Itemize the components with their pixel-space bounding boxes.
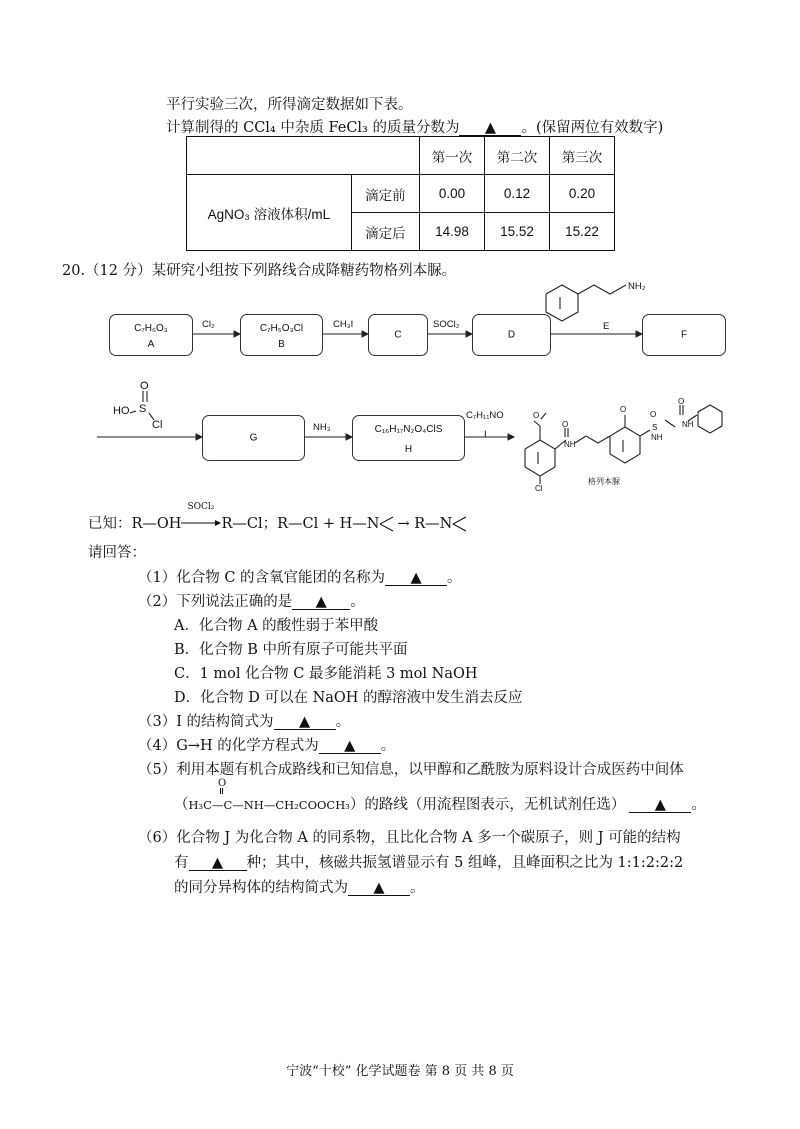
sub-question-2 — [138, 590, 365, 611]
atom-label: O — [678, 397, 685, 406]
answer-blank[interactable]: ▲ — [189, 856, 247, 871]
reaction-arrow-label: SOCl₂ — [187, 502, 215, 512]
sub-question-5-line2 — [174, 778, 706, 814]
page-footer: 宁波“十校” 化学试题卷 第 8 页 共 8 页 — [286, 1064, 514, 1079]
answer-blank[interactable]: ▲ — [319, 739, 381, 754]
table-sub-label: 滴定前 — [351, 175, 419, 213]
hydroxyl: HO — [113, 405, 130, 417]
compound-A — [109, 314, 193, 356]
table-header: 第二次 — [485, 137, 550, 175]
compound-label: H — [404, 444, 413, 455]
atom-label: NH — [682, 420, 694, 429]
table-header: 第一次 — [420, 137, 485, 175]
compound-C — [368, 314, 428, 356]
question-text: （1）化合物 C 的含氧官能团的名称为 — [138, 570, 386, 586]
table-header: 第三次 — [550, 137, 615, 175]
sub-question-6-line2 — [174, 851, 683, 872]
answer-blank[interactable]: ▲ — [385, 571, 447, 586]
carbonyl-oxygen: O — [218, 778, 227, 789]
question-text-after: 。 — [447, 570, 462, 586]
compound-label: G — [249, 432, 258, 444]
table-cell: 15.22 — [550, 213, 615, 251]
question-text: （4）G→H 的化学方程式为 — [138, 738, 319, 754]
compound-G — [202, 415, 305, 461]
table-sub-label: 滴定后 — [351, 213, 419, 251]
reagent-i: I — [484, 429, 487, 440]
product-label: 格列本脲 — [588, 477, 620, 486]
compound-F — [642, 314, 726, 356]
known-p1: R—Cl；R—Cl + H—N — [221, 516, 380, 532]
known-p2: → R—N — [397, 516, 453, 532]
sub-question-4 — [138, 734, 395, 755]
compound-D — [472, 314, 551, 356]
question-text: （2）下列说法正确的是 — [138, 594, 293, 610]
intro-line: 平行实验三次，所得滴定数据如下表。 — [166, 97, 413, 113]
answer-blank[interactable]: ▲ — [348, 881, 410, 896]
question-text: 的同分异构体的结构简式为 — [174, 880, 348, 896]
atom-label: S — [652, 423, 658, 432]
option-b[interactable]: B．化合物 B 中所有原子可能共平面 — [174, 642, 408, 658]
reaction-arrow — [181, 502, 221, 528]
question-text: （3）I 的结构简式为 — [138, 714, 274, 730]
amine-bonds-icon — [379, 515, 397, 533]
intermediate-formula: （H₃C—C—NH—CH₂COOCH₃） O — [174, 778, 365, 813]
compound-label: B — [278, 339, 285, 350]
sub-question-1 — [138, 566, 462, 587]
question-title: 20.（12 分）某研究小组按下列路线合成降糖药物格列本脲。 — [62, 263, 457, 279]
answer-blank[interactable]: ▲ — [274, 715, 336, 730]
table-cell: 15.52 — [485, 213, 550, 251]
atom-label: O — [533, 411, 540, 420]
question-text-after: 种；其中，核磁共振氢谱显示有 5 组峰，且峰面积之比为 1:1:2:2:2 — [246, 855, 684, 871]
sub-question-6: （6）化合物 J 为化合物 A 的同系物，且比化合物 A 多一个碳原子，则 J 可能的结构 — [138, 830, 681, 846]
double-bond-line — [222, 788, 224, 794]
sulfonyl-sulfur: S — [139, 403, 147, 415]
sub-question-6-line3 — [174, 876, 425, 897]
reagent-ch3i: CH₃I — [333, 319, 354, 330]
calc-text: 计算制得的 CCl₄ 中杂质 FeCl₃ 的质量分数为 — [166, 120, 460, 136]
atom-label: O — [562, 420, 569, 429]
option-c[interactable]: C．1 mol 化合物 C 最多能消耗 3 mol NaOH — [174, 666, 478, 682]
table-cell: 0.12 — [485, 175, 550, 213]
atom-label: NH — [564, 440, 576, 449]
atom-label: NH — [651, 433, 663, 442]
compound-formula: C₇H₆O₃ — [134, 323, 168, 334]
sub-question-3 — [138, 710, 350, 731]
compound-label: A — [147, 339, 155, 350]
formula-text: H₃C—C—NH—CH₂COOCH₃ — [188, 798, 350, 812]
compound-B — [240, 314, 323, 356]
sulfonyl-oxygen: O — [140, 380, 149, 392]
compound-label: F — [680, 329, 688, 341]
atom-label: O — [620, 405, 627, 414]
option-d[interactable]: D．化合物 D 可以在 NaOH 的醇溶液中发生消去反应 — [174, 690, 523, 706]
table-cell: 0.20 — [550, 175, 615, 213]
atom-label: Cl — [535, 484, 543, 493]
compound-label: D — [507, 329, 516, 341]
phenethylamine-structure — [546, 285, 626, 321]
table-cell: 0.00 — [420, 175, 485, 213]
reagent-cl2: Cl₂ — [202, 319, 215, 330]
option-a[interactable]: A．化合物 A 的酸性弱于苯甲酸 — [174, 618, 379, 634]
arrow-icon — [181, 516, 221, 530]
amine-group: NH₂ — [628, 281, 646, 292]
amine-bonds-icon — [452, 515, 470, 533]
reagent-e: E — [603, 321, 610, 332]
compound-formula: C₁₆H₁₇N₂O₄ClS — [374, 424, 443, 435]
glibenclamide-structure — [525, 405, 722, 484]
reagent-socl2: SOCl₂ — [433, 319, 460, 330]
chlorine: Cl — [152, 419, 163, 431]
question-text: 的路线（用流程图表示，无机试剂任选） — [364, 797, 626, 813]
sub-question-5: （5）利用本题有机合成路线和已知信息，以甲醇和乙酰胺为原料设计合成医药中间体 — [138, 762, 684, 778]
table-row-label: AgNO₃ 溶液体积/mL — [187, 175, 352, 251]
answer-blank[interactable]: ▲ — [629, 798, 691, 813]
compound-H — [352, 415, 465, 461]
question-text-after: 。 — [350, 594, 365, 610]
known-prefix: 已知： — [88, 516, 132, 532]
question-text-after: 。 — [691, 797, 706, 813]
question-text-after: 。 — [335, 714, 351, 730]
answer-blank[interactable]: ▲ — [459, 121, 521, 136]
reagent-nh3: NH₃ — [313, 422, 331, 433]
question-text-after: 。 — [410, 880, 425, 896]
reagent-c7h11no: C₇H₁₁NO — [466, 410, 504, 421]
compound-label: C — [394, 329, 402, 341]
compound-formula: C₇H₅O₃Cl — [259, 323, 304, 334]
answer-prompt: 请回答： — [88, 545, 146, 561]
question-text: 有 — [174, 855, 189, 871]
table-cell: 14.98 — [420, 213, 485, 251]
calc-text-after: 。(保留两位有效数字) — [521, 120, 664, 136]
known-reactions — [88, 502, 470, 533]
answer-blank[interactable]: ▲ — [292, 595, 350, 610]
atom-label: O — [650, 410, 657, 419]
known-r1: R—OH — [131, 516, 182, 532]
question-text-after: 。 — [380, 738, 396, 754]
